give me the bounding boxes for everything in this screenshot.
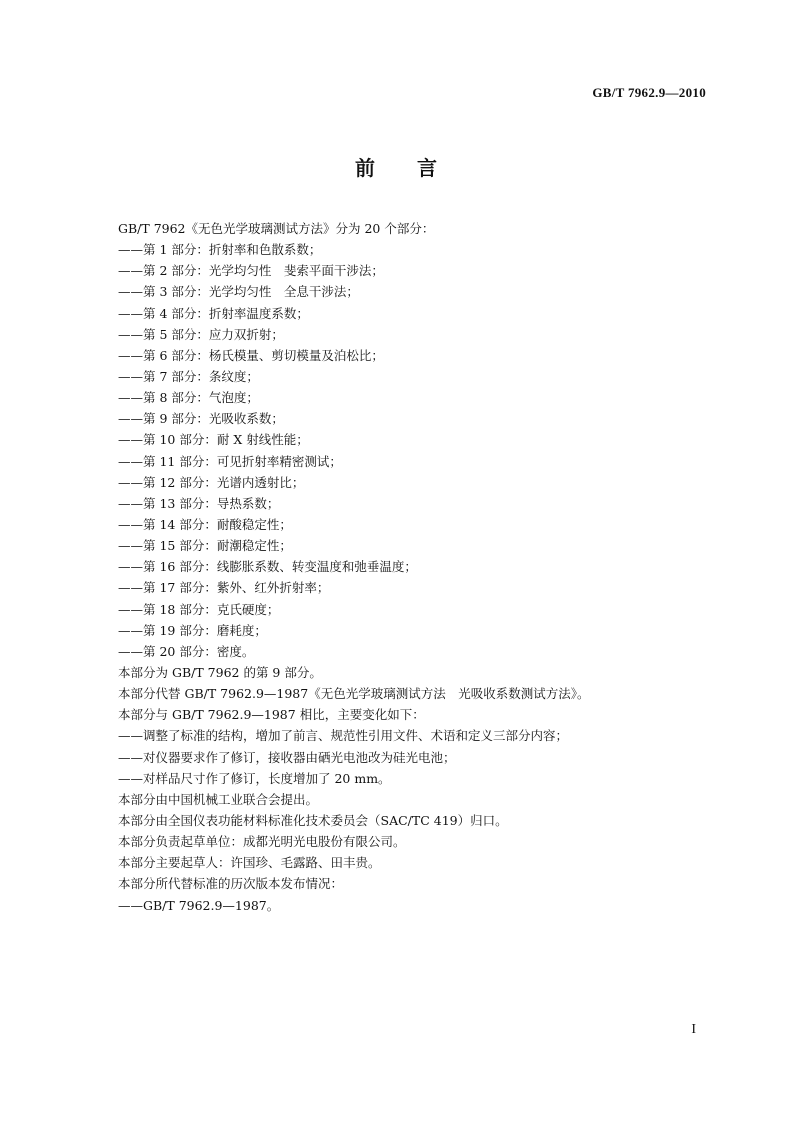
text-line: ——第 19 部分：磨耗度； bbox=[118, 622, 267, 638]
text-line: 本部分为 GB/T 7962 的第 9 部分。 bbox=[118, 664, 322, 680]
text-line: ——第 20 部分：密度。 bbox=[118, 643, 255, 659]
text-line: ——第 15 部分：耐潮稳定性； bbox=[118, 538, 292, 554]
text-line: ——第 12 部分：光谱内透射比； bbox=[118, 474, 305, 490]
page-title bbox=[0, 152, 794, 181]
text-line: ——第 14 部分：耐酸稳定性； bbox=[118, 516, 292, 532]
text-line: 本部分与 GB/T 7962.9—1987 相比，主要变化如下： bbox=[118, 707, 425, 723]
text-line: ——第 2 部分：光学均匀性 斐索平面干涉法； bbox=[118, 263, 384, 279]
text-line: ——第 13 部分：导热系数； bbox=[118, 495, 280, 511]
text-line: ——第 3 部分：光学均匀性 全息干涉法； bbox=[118, 284, 359, 300]
text-line: ——第 18 部分：克氏硬度； bbox=[118, 601, 280, 617]
text-line: ——第 4 部分：折射率温度系数； bbox=[118, 305, 309, 321]
text-line: ——GB/T 7962.9—1987。 bbox=[118, 897, 280, 913]
text-line: 本部分负责起草单位：成都光明光电股份有限公司。 bbox=[118, 834, 406, 850]
text-line: 本部分代替 GB/T 7962.9—1987《无色光学玻璃测试方法 光吸收系数测试方法》。 bbox=[118, 686, 590, 702]
text-line: ——对样品尺寸作了修订，长度增加了 20 mm。 bbox=[118, 770, 391, 786]
text-line: ——第 8 部分：气泡度； bbox=[118, 390, 259, 406]
foreword-body bbox=[118, 218, 718, 916]
text-line: ——第 9 部分：光吸收系数； bbox=[118, 411, 284, 427]
text-line: 本部分由全国仪表功能材料标准化技术委员会（SAC/TC 419）归口。 bbox=[118, 812, 508, 828]
text-line: ——第 7 部分：条纹度； bbox=[118, 368, 259, 384]
page-number: I bbox=[691, 1022, 696, 1037]
text-line: 本部分所代替标准的历次版本发布情况： bbox=[118, 876, 344, 892]
title-char-1: 前 bbox=[355, 156, 377, 180]
text-line: ——对仪器要求作了修订，接收器由硒光电池改为硅光电池； bbox=[118, 749, 456, 765]
title-char-2: 言 bbox=[417, 156, 439, 180]
text-line: ——第 5 部分：应力双折射； bbox=[118, 326, 284, 342]
text-line: ——第 11 部分：可见折射率精密测试； bbox=[118, 453, 342, 469]
text-line: 本部分由中国机械工业联合会提出。 bbox=[118, 791, 319, 807]
text-line: ——第 16 部分：线膨胀系数、转变温度和弛垂温度； bbox=[118, 559, 417, 575]
standard-code: GB/T 7962.9—2010 bbox=[592, 85, 706, 100]
text-line: ——第 6 部分：杨氏模量、剪切模量及泊松比； bbox=[118, 347, 384, 363]
text-line: ——第 10 部分：耐 X 射线性能； bbox=[118, 432, 309, 448]
text-line: GB/T 7962《无色光学玻璃测试方法》分为 20 个部分： bbox=[118, 221, 435, 236]
text-line: ——调整了标准的结构，增加了前言、规范性引用文件、术语和定义三部分内容； bbox=[118, 728, 569, 744]
text-line: ——第 1 部分：折射率和色散系数； bbox=[118, 242, 322, 258]
text-line: 本部分主要起草人：许国珍、毛露路、田丰贵。 bbox=[118, 855, 381, 871]
text-line: ——第 17 部分：紫外、红外折射率； bbox=[118, 580, 330, 596]
